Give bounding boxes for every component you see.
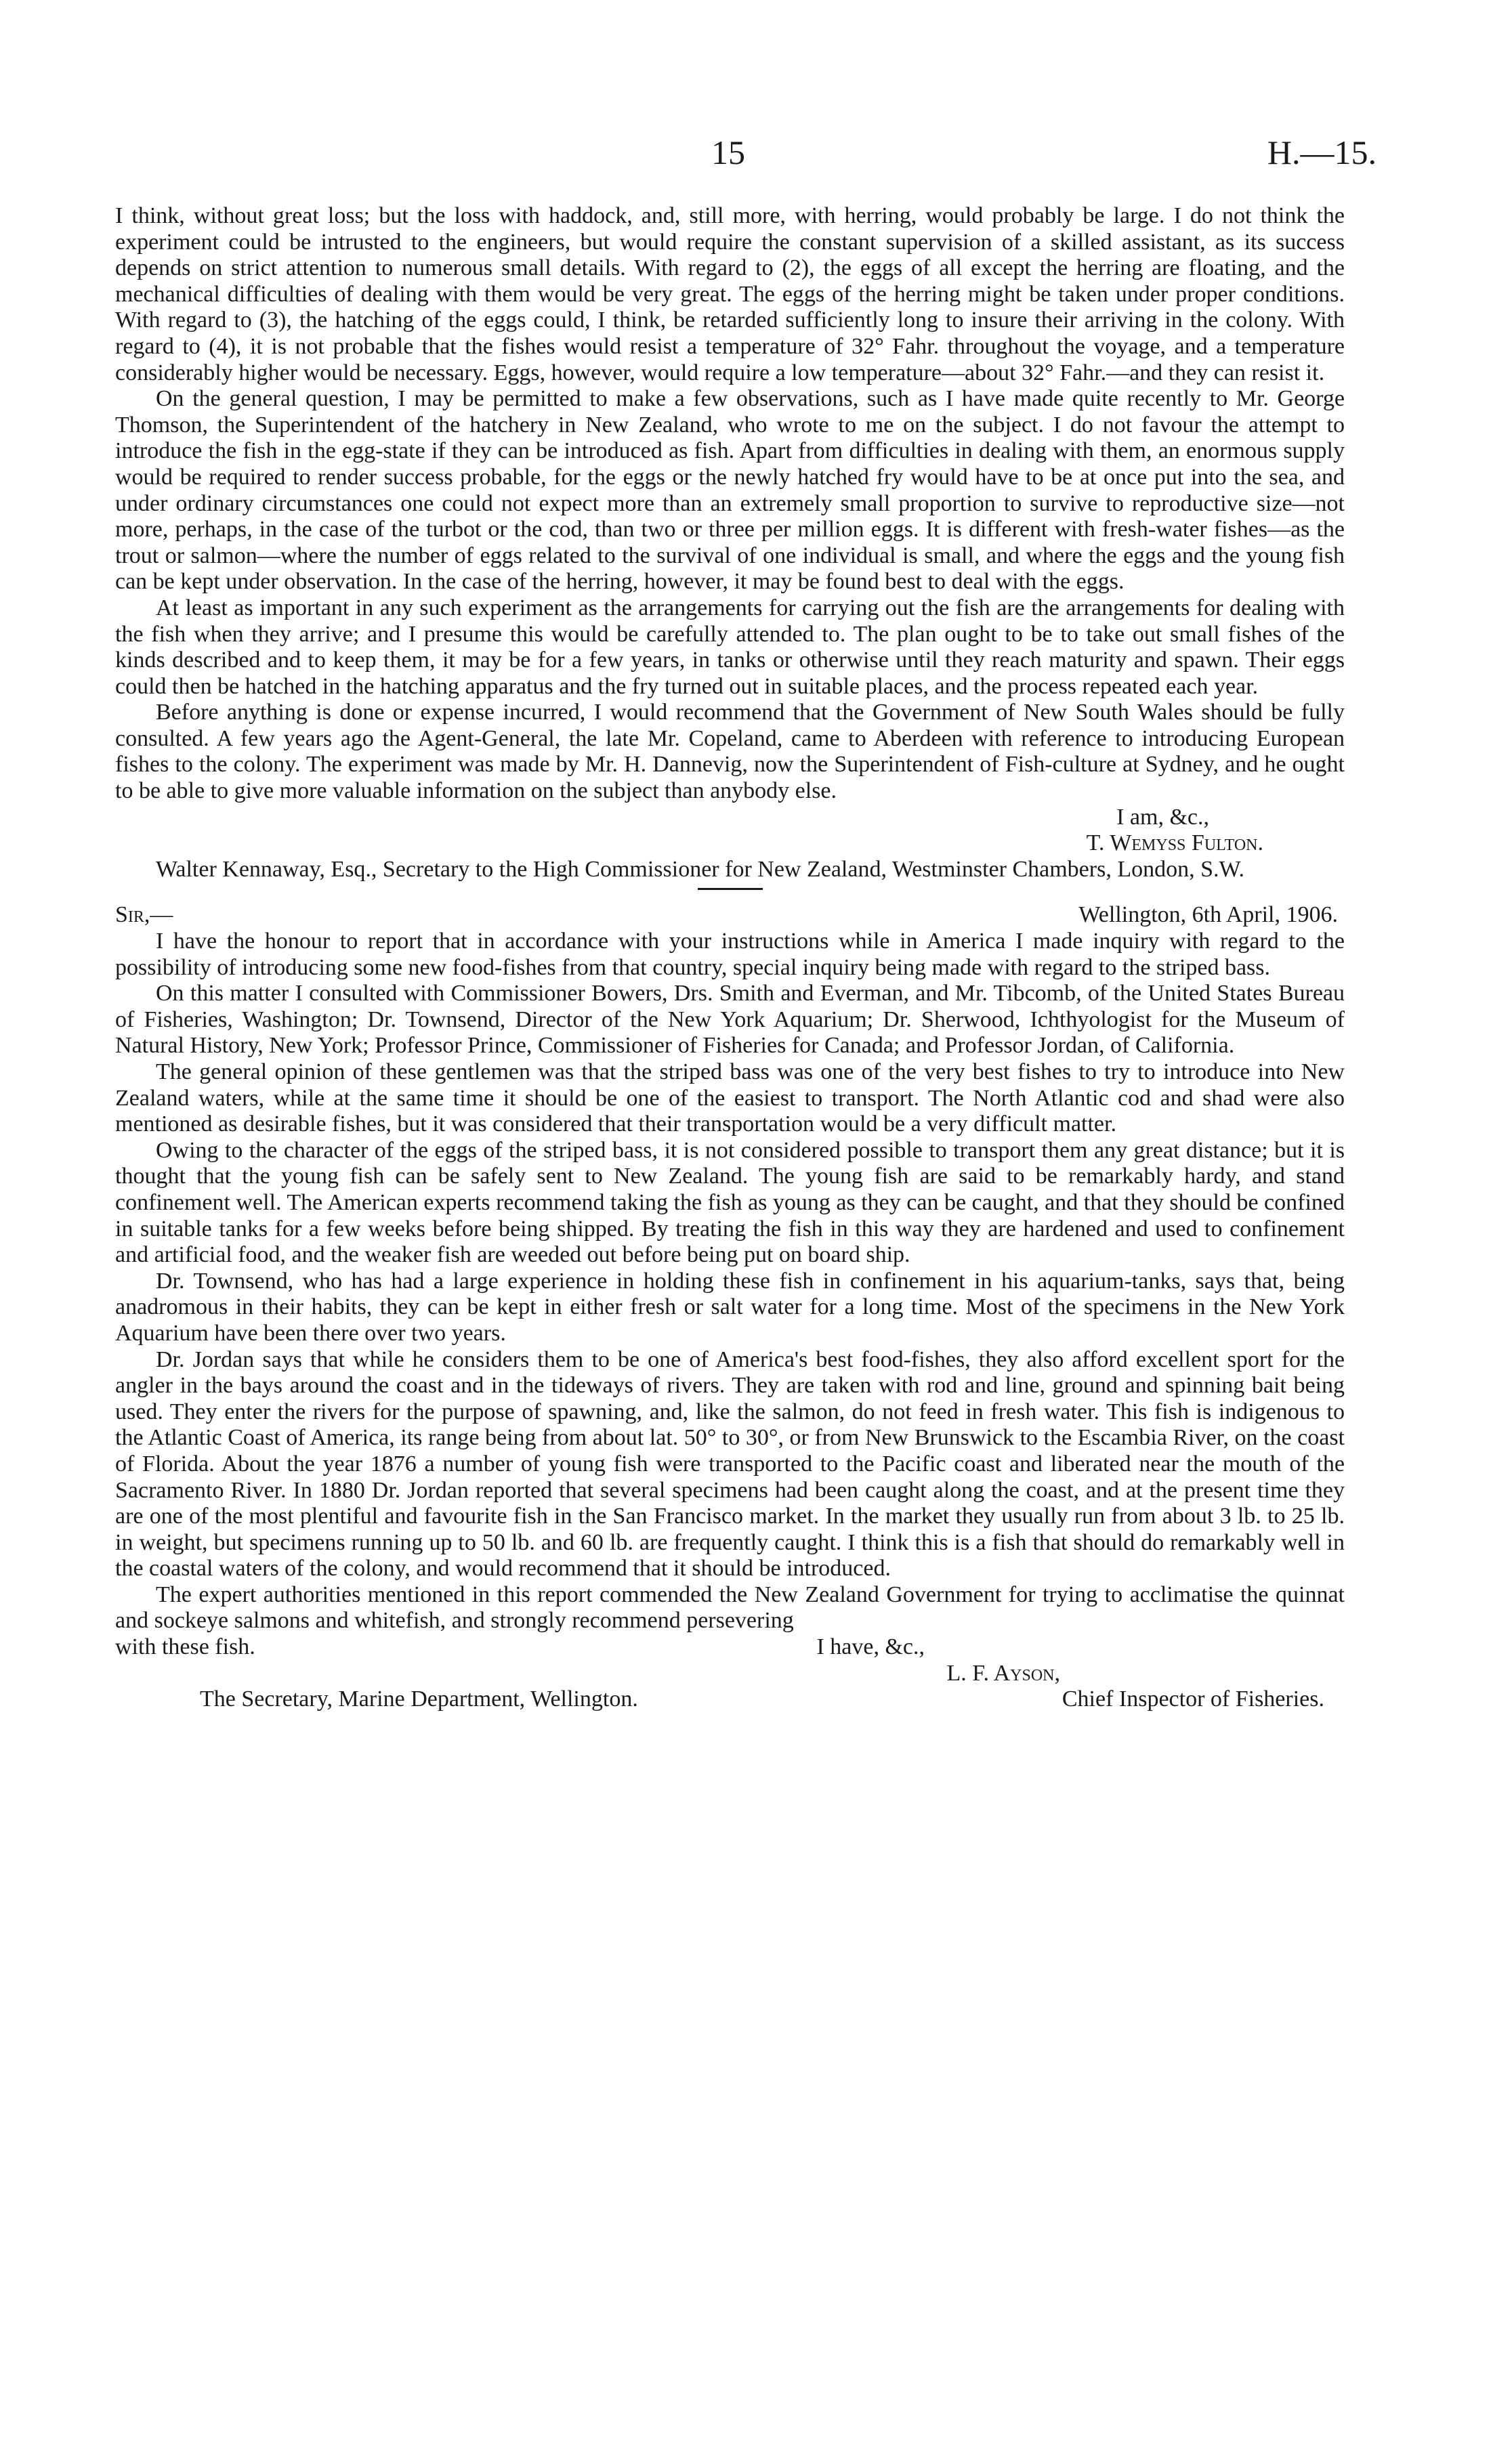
paragraph: At least as important in any such experiment as the arrangements for carrying out the fish are the arrangements for dealing with the fish when they arrive; and I presume this would be carefully attended to. The plan ought to be to take out small fishes of the kinds described and to keep them, it may be for a few years, in tanks or otherwise until they reach maturity and spawn. Their eggs could then be hatched in the hatching apparatus and the fry turned out in suitable places, and the process repeated each year.	[115, 595, 1345, 699]
salutation-row	[115, 902, 1345, 929]
paragraph: Before anything is done or expense incurred, I would recommend that the Government of New South Wales should be fully consulted. A few years ago the Agent-General, the late Mr. Copeland, came to Aberdeen with reference to introducing European fishes to the colony. The experiment was made by Mr. H. Dannevig, now the Superintendent of Fish-culture at Sydney, and he ought to be able to give more valuable information on the subject than anybody else.	[115, 700, 1345, 804]
final-row	[115, 1686, 1345, 1713]
letter-addressee: The Secretary, Marine Department, Wellington.	[200, 1686, 638, 1712]
paragraph: Dr. Jordan says that while he considers them to be one of America's best food-fishes, they also afford excellent sport for the angler in the bays around the coast and in the tideways of rivers. They are taken with rod and line, ground and spinning bait being used. They enter the rivers for the purpose of spawning, and, like the salmon, do not feed in fresh water. This fish is indigenous to the Atlantic Coast of America, its range being from about lat. 50° to 30°, or from New Brunswick to the Escambia River, on the coast of Florida. About the year 1876 a number of young fish were transported to the Pacific coast and liberated near the mouth of the Sacramento River. In 1880 Dr. Jordan reported that several specimens had been caught along the coast, and at the present time they are one of the most plentiful and favourite fish in the San Francisco market. In the market they usually run from about 3 lb. to 25 lb. in weight, but specimens running up to 50 lb. and 60 lb. are frequently caught. I think this is a fish that should do remarkably well in the coastal waters of the colony, and would recommend that it should be introduced.	[115, 1346, 1345, 1581]
letter-closing: I have, &c.,	[816, 1634, 925, 1660]
paragraph: Owing to the character of the eggs of the striped bass, it is not considered possible to transport them any great distance; but it is thought that the young fish can be safely sent to New Zealand. The young fish are said to be remarkably hardy, and stand confinement well. The American experts recommend taking the fish as young as they can be caught, and that they should be confined in suitable tanks for a few weeks before being shipped. By treating the fish in this way they are hardened and used to confinement and artificial food, and the weaker fish are weeded out before being put on board ship.	[115, 1137, 1345, 1268]
paragraph: The expert authorities mentioned in this report commended the New Zealand Government for trying to acclimatise the quinnat and sockeye salmons and whitefish, and strongly recommend persevering	[115, 1581, 1345, 1634]
section-divider	[698, 888, 763, 890]
letter-closing: I am, &c.,	[1116, 804, 1209, 830]
paragraph: I have the honour to report that in accordance with your instructions while in America I made inquiry with regard to the possibility of introducing some new food-fishes from that country, special inquiry being made with regard to the striped bass.	[115, 929, 1345, 980]
paragraph: Dr. Townsend, who has had a large experience in holding these fish in confinement in his aquarium-tanks, says that, being anadromous in their habits, they can be kept in either fresh or salt water for a long time. Most of the specimens in the New York Aquarium have been there over two years.	[115, 1268, 1345, 1346]
paragraph: On this matter I consulted with Commissioner Bowers, Drs. Smith and Everman, and Mr. Tibcomb, of the United States Bureau of Fisheries, Washington; Dr. Townsend, Director of the New York Aquarium; Dr. Sherwood, Ichthyologist for the Museum of Natural History, New York; Professor Prince, Commissioner of Fisheries for Canada; and Professor Jordan, of California.	[115, 981, 1345, 1059]
letter-signature: T. Wemyss Fulton.	[1086, 830, 1263, 856]
signature-title: Chief Inspector of Fisheries.	[1062, 1686, 1324, 1712]
closing-row	[115, 1634, 1345, 1661]
document-reference: H.—15.	[1267, 133, 1377, 171]
letter-addressee: Walter Kennaway, Esq., Secretary to the High Commissioner for New Zealand, Westminster Chambers, London, S.W.	[156, 856, 1244, 882]
page-number: 15	[711, 133, 745, 171]
paragraph: The general opinion of these gentlemen was that the striped bass was one of the very best fishes to try to introduce into New Zealand waters, while at the same time it should be one of the easiest to transport. The North Atlantic cod and shad were also mentioned as desirable fishes, but it was considered that their transportation would be a very difficult matter.	[115, 1059, 1345, 1137]
place-date: Wellington, 6th April, 1906.	[1078, 902, 1338, 928]
paragraph: On the general question, I may be permitted to make a few observations, such as I have made quite recently to Mr. George Thomson, the Superintendent of the hatchery in New Zealand, who wrote to me on the subject. I do not favour the attempt to introduce the fish in the egg-state if they can be introduced as fish. Apart from difficulties in dealing with them, an enormous supply would be required to render success probable, for the eggs or the newly hatched fry would have to be at once put into the sea, and under ordinary circumstances one could not expect more than an extremely small proportion to survive to reproductive size—not more, perhaps, in the case of the turbot or the cod, than two or three per million eggs. It is different with fresh-water fishes—as the trout or salmon—where the number of eggs related to the survival of one individual is small, and where the eggs and the young fish can be kept under observation. In the case of the herring, however, it may be found best to deal with the eggs.	[115, 386, 1345, 595]
last-line: with these fish.	[115, 1634, 255, 1660]
letter-signature: L. F. Ayson,	[946, 1660, 1060, 1686]
document-body	[115, 203, 1345, 1713]
salutation: Sir,—	[115, 902, 173, 928]
paragraph: I think, without great loss; but the loss with haddock, and, still more, with herring, would probably be large. I do not think the experiment could be intrusted to the engineers, but would require the constant supervision of a skilled assistant, as its success depends on strict attention to numerous small details. With regard to (2), the eggs of all except the herring are floating, and the mechanical difficulties of dealing with them would be very great. The eggs of the herring might be taken under proper conditions. With regard to (3), the hatching of the eggs could, I think, be retarded sufficiently long to insure their arriving in the colony. With regard to (4), it is not probable that the fishes would resist a temperature of 32° Fahr. throughout the voyage, and a temperature considerably higher would be necessary. Eggs, however, would require a low temperature—about 32° Fahr.—and they can resist it.	[115, 203, 1345, 385]
